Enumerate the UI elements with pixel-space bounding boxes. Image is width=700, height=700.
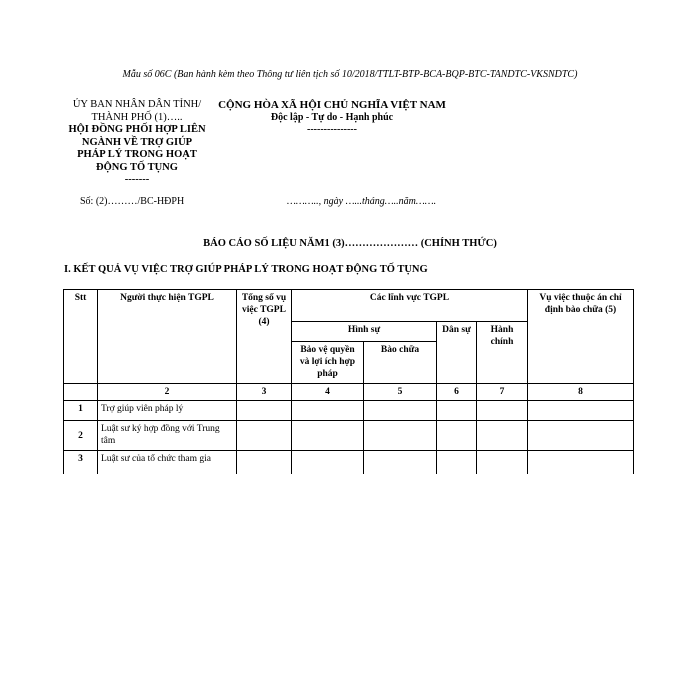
row-stt: 1 <box>64 401 98 421</box>
row-cell <box>477 401 528 421</box>
row-performer: Trợ giúp viên pháp lý <box>98 401 237 421</box>
row-stt: 2 <box>64 421 98 451</box>
header-civil: Dân sự <box>437 322 477 384</box>
header-total: Tổng số vụ việc TGPL (4) <box>237 290 292 384</box>
table-row <box>64 421 634 451</box>
colnum-4: 4 <box>292 384 364 401</box>
agency-line-1: ỦY BAN NHÂN DÂN TỈNH/ <box>72 99 202 110</box>
row-cell <box>292 401 364 421</box>
nation-motto: Độc lập - Tự do - Hạnh phúc <box>270 111 394 123</box>
header-assigned: Vụ việc thuộc án chỉ định bào chữa (5) <box>528 290 634 384</box>
agency-line-5: PHÁP LÝ TRONG HOẠT <box>77 149 197 160</box>
nation-title: CỘNG HÒA XÃ HỘI CHỦ NGHĨA VIỆT NAM <box>218 99 446 111</box>
report-title: BÁO CÁO SỐ LIỆU NĂM1 (3)………………… (CHÍNH THỨC) <box>203 238 497 249</box>
header-defense: Bào chữa <box>364 342 437 384</box>
colnum-2: 2 <box>98 384 237 401</box>
colnum-5: 5 <box>364 384 437 401</box>
row-cell <box>364 401 437 421</box>
colnum-7: 7 <box>477 384 528 401</box>
colnum-8: 8 <box>528 384 634 401</box>
colnum-1 <box>64 384 98 401</box>
header-criminal: Hình sự <box>292 322 437 342</box>
row-cell <box>528 401 634 421</box>
row-performer: Luật sư ký hợp đồng với Trung tâm <box>98 421 237 451</box>
page-cutoff-blank <box>0 474 700 700</box>
row-cell <box>437 421 477 451</box>
row-cell <box>237 401 292 421</box>
issuing-agency <box>62 99 212 187</box>
section-title: I. KẾT QUẢ VỤ VIỆC TRỢ GIÚP PHÁP LÝ TRONG HOẠT ĐỘNG TỐ TỤNG <box>64 264 428 275</box>
row-cell <box>364 421 437 451</box>
agency-line-3: HỘI ĐỒNG PHỐI HỢP LIÊN <box>68 124 206 135</box>
national-header <box>212 99 452 137</box>
row-cell <box>477 421 528 451</box>
header-stt: Stt <box>64 290 98 384</box>
row-performer: Luật sư của tổ chức tham gia <box>98 451 237 481</box>
row-cell <box>292 421 364 451</box>
table-row <box>64 401 634 421</box>
date-line: ……….., ngày …...tháng…..năm……. <box>287 196 437 207</box>
row-cell <box>237 421 292 451</box>
colnum-6: 6 <box>437 384 477 401</box>
row-cell <box>528 421 634 451</box>
nation-divider: --------------- <box>307 124 357 135</box>
colnum-3: 3 <box>237 384 292 401</box>
agency-line-4: NGÀNH VỀ TRỢ GIÚP <box>81 136 193 148</box>
header-admin: Hành chính <box>477 322 528 384</box>
agency-line-6: ĐỘNG TỐ TỤNG <box>96 161 178 173</box>
statistics-table <box>63 289 634 481</box>
document-number: Số: (2)………/BC-HĐPH <box>80 196 185 207</box>
agency-line-2: THÀNH PHỐ (1)….. <box>91 111 183 123</box>
row-cell <box>437 401 477 421</box>
header-protect: Bảo vệ quyền và lợi ích hợp pháp <box>292 342 364 384</box>
header-fields: Các lĩnh vực TGPL <box>292 290 528 322</box>
row-stt: 3 <box>64 451 98 481</box>
header-performer: Người thực hiện TGPL <box>98 290 237 384</box>
form-number: Mẫu số 06C (Ban hành kèm theo Thông tư liên tịch số 10/2018/TTLT-BTP-BCA-BQP-BTC-TANDTC-VKSNDTC) <box>122 69 578 80</box>
agency-divider: ------- <box>124 174 150 185</box>
